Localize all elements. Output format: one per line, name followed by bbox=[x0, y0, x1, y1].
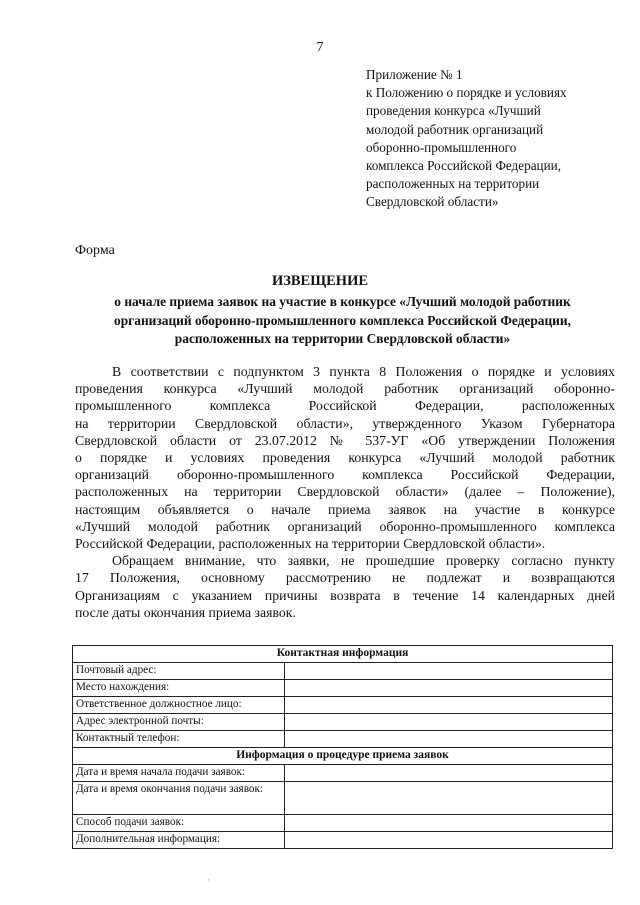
body-line: Свердловской области от 23.07.2012 № 537-УГ «Об утверждении Положения bbox=[75, 432, 615, 448]
responsible-person-value bbox=[285, 697, 613, 714]
postal-address-label: Почтовый адрес: bbox=[73, 663, 285, 680]
notice-title: ИЗВЕЩЕНИЕ bbox=[271, 273, 369, 289]
notice-subtitle bbox=[70, 293, 615, 349]
appendix-line: Свердловской области» bbox=[366, 194, 499, 210]
start-date-label: Дата и время начала подачи заявок: bbox=[73, 765, 285, 782]
appendix-line: молодой работник организаций bbox=[366, 121, 544, 137]
subtitle-line: о начале приема заявок на участие в конкурсе «Лучший молодой работник bbox=[114, 294, 571, 309]
body-line: проведения конкурса «Лучший молодой работник организаций оборонно- bbox=[75, 381, 615, 397]
appendix-line: комплекса Российской Федерации, bbox=[366, 158, 562, 174]
phone-value bbox=[285, 731, 613, 748]
body-line: Организациям с указанием причины возврата в течение 14 календарных дней bbox=[75, 587, 615, 603]
table-row bbox=[73, 697, 613, 714]
body-line: о порядке и условиях проведения конкурса «Лучший молодой работник bbox=[75, 450, 615, 466]
form-label: Форма bbox=[75, 243, 115, 258]
scan-speck: · bbox=[207, 875, 210, 885]
appendix-line: оборонно-промышленного bbox=[366, 139, 517, 155]
subtitle-line: расположенных на территории Свердловской области» bbox=[174, 331, 511, 346]
page-number: 7 bbox=[316, 40, 324, 55]
submission-method-label: Способ подачи заявок: bbox=[73, 815, 285, 832]
additional-info-label: Дополнительная информация: bbox=[73, 832, 285, 849]
subtitle-line: организаций оборонно-промышленного комплекса Российской Федерации, bbox=[114, 312, 571, 328]
phone-label: Контактный телефон: bbox=[73, 731, 285, 748]
table-row bbox=[73, 815, 613, 832]
appendix-line: к Положению о порядке и условиях bbox=[366, 85, 567, 101]
body-line: «Лучший молодой работник организаций оборонно-промышленного комплекса bbox=[75, 518, 615, 534]
location-value bbox=[285, 680, 613, 697]
table-row bbox=[73, 663, 613, 680]
table-row bbox=[73, 782, 613, 815]
appendix-line: расположенных на территории bbox=[366, 176, 540, 192]
contact-section-header: Контактная информация bbox=[73, 646, 613, 663]
table-row bbox=[73, 731, 613, 748]
appendix-line: проведения конкурса «Лучший bbox=[366, 103, 541, 119]
body-line: на территории Свердловской области», утвержденного Указом Губернатора bbox=[75, 415, 615, 431]
submission-method-value bbox=[285, 815, 613, 832]
notice-info-table bbox=[72, 645, 613, 849]
email-label: Адрес электронной почты: bbox=[73, 714, 285, 731]
end-date-label: Дата и время окончания подачи заявок: bbox=[73, 782, 285, 815]
body-line: расположенных на территории Свердловской области» (далее – Положение), bbox=[75, 484, 615, 500]
body-line: 17 Положения, основному рассмотрению не подлежат и возвращаются bbox=[75, 570, 615, 586]
table-row bbox=[73, 832, 613, 849]
table-row bbox=[73, 680, 613, 697]
body-line: после даты окончания приема заявок. bbox=[75, 604, 296, 620]
body-line: настоящим объявляется о начале приема заявок на участие в конкурсе bbox=[75, 501, 615, 517]
appendix-block bbox=[366, 66, 616, 212]
notice-body bbox=[75, 363, 615, 621]
appendix-line: Приложение № 1 bbox=[366, 67, 463, 82]
body-line: Обращаем внимание, что заявки, не прошедшие проверку согласно пункту bbox=[112, 553, 615, 569]
end-date-value bbox=[285, 782, 613, 815]
body-line: промышленного комплекса Российской Федерации, расположенных bbox=[75, 398, 615, 414]
procedure-section-header: Информация о процедуре приема заявок bbox=[73, 748, 613, 765]
table-row bbox=[73, 765, 613, 782]
responsible-person-label: Ответственное должностное лицо: bbox=[73, 697, 285, 714]
additional-info-value bbox=[285, 832, 613, 849]
location-label: Место нахождения: bbox=[73, 680, 285, 697]
body-line: Российской Федерации, расположенных на территории Свердловской области». bbox=[75, 536, 546, 552]
email-value bbox=[285, 714, 613, 731]
body-line: В соответствии с подпунктом 3 пункта 8 Положения о порядке и условиях bbox=[112, 364, 615, 379]
start-date-value bbox=[285, 765, 613, 782]
table-row bbox=[73, 714, 613, 731]
body-line: организаций оборонно-промышленного комплекса Российской Федерации, bbox=[75, 467, 615, 483]
postal-address-value bbox=[285, 663, 613, 680]
